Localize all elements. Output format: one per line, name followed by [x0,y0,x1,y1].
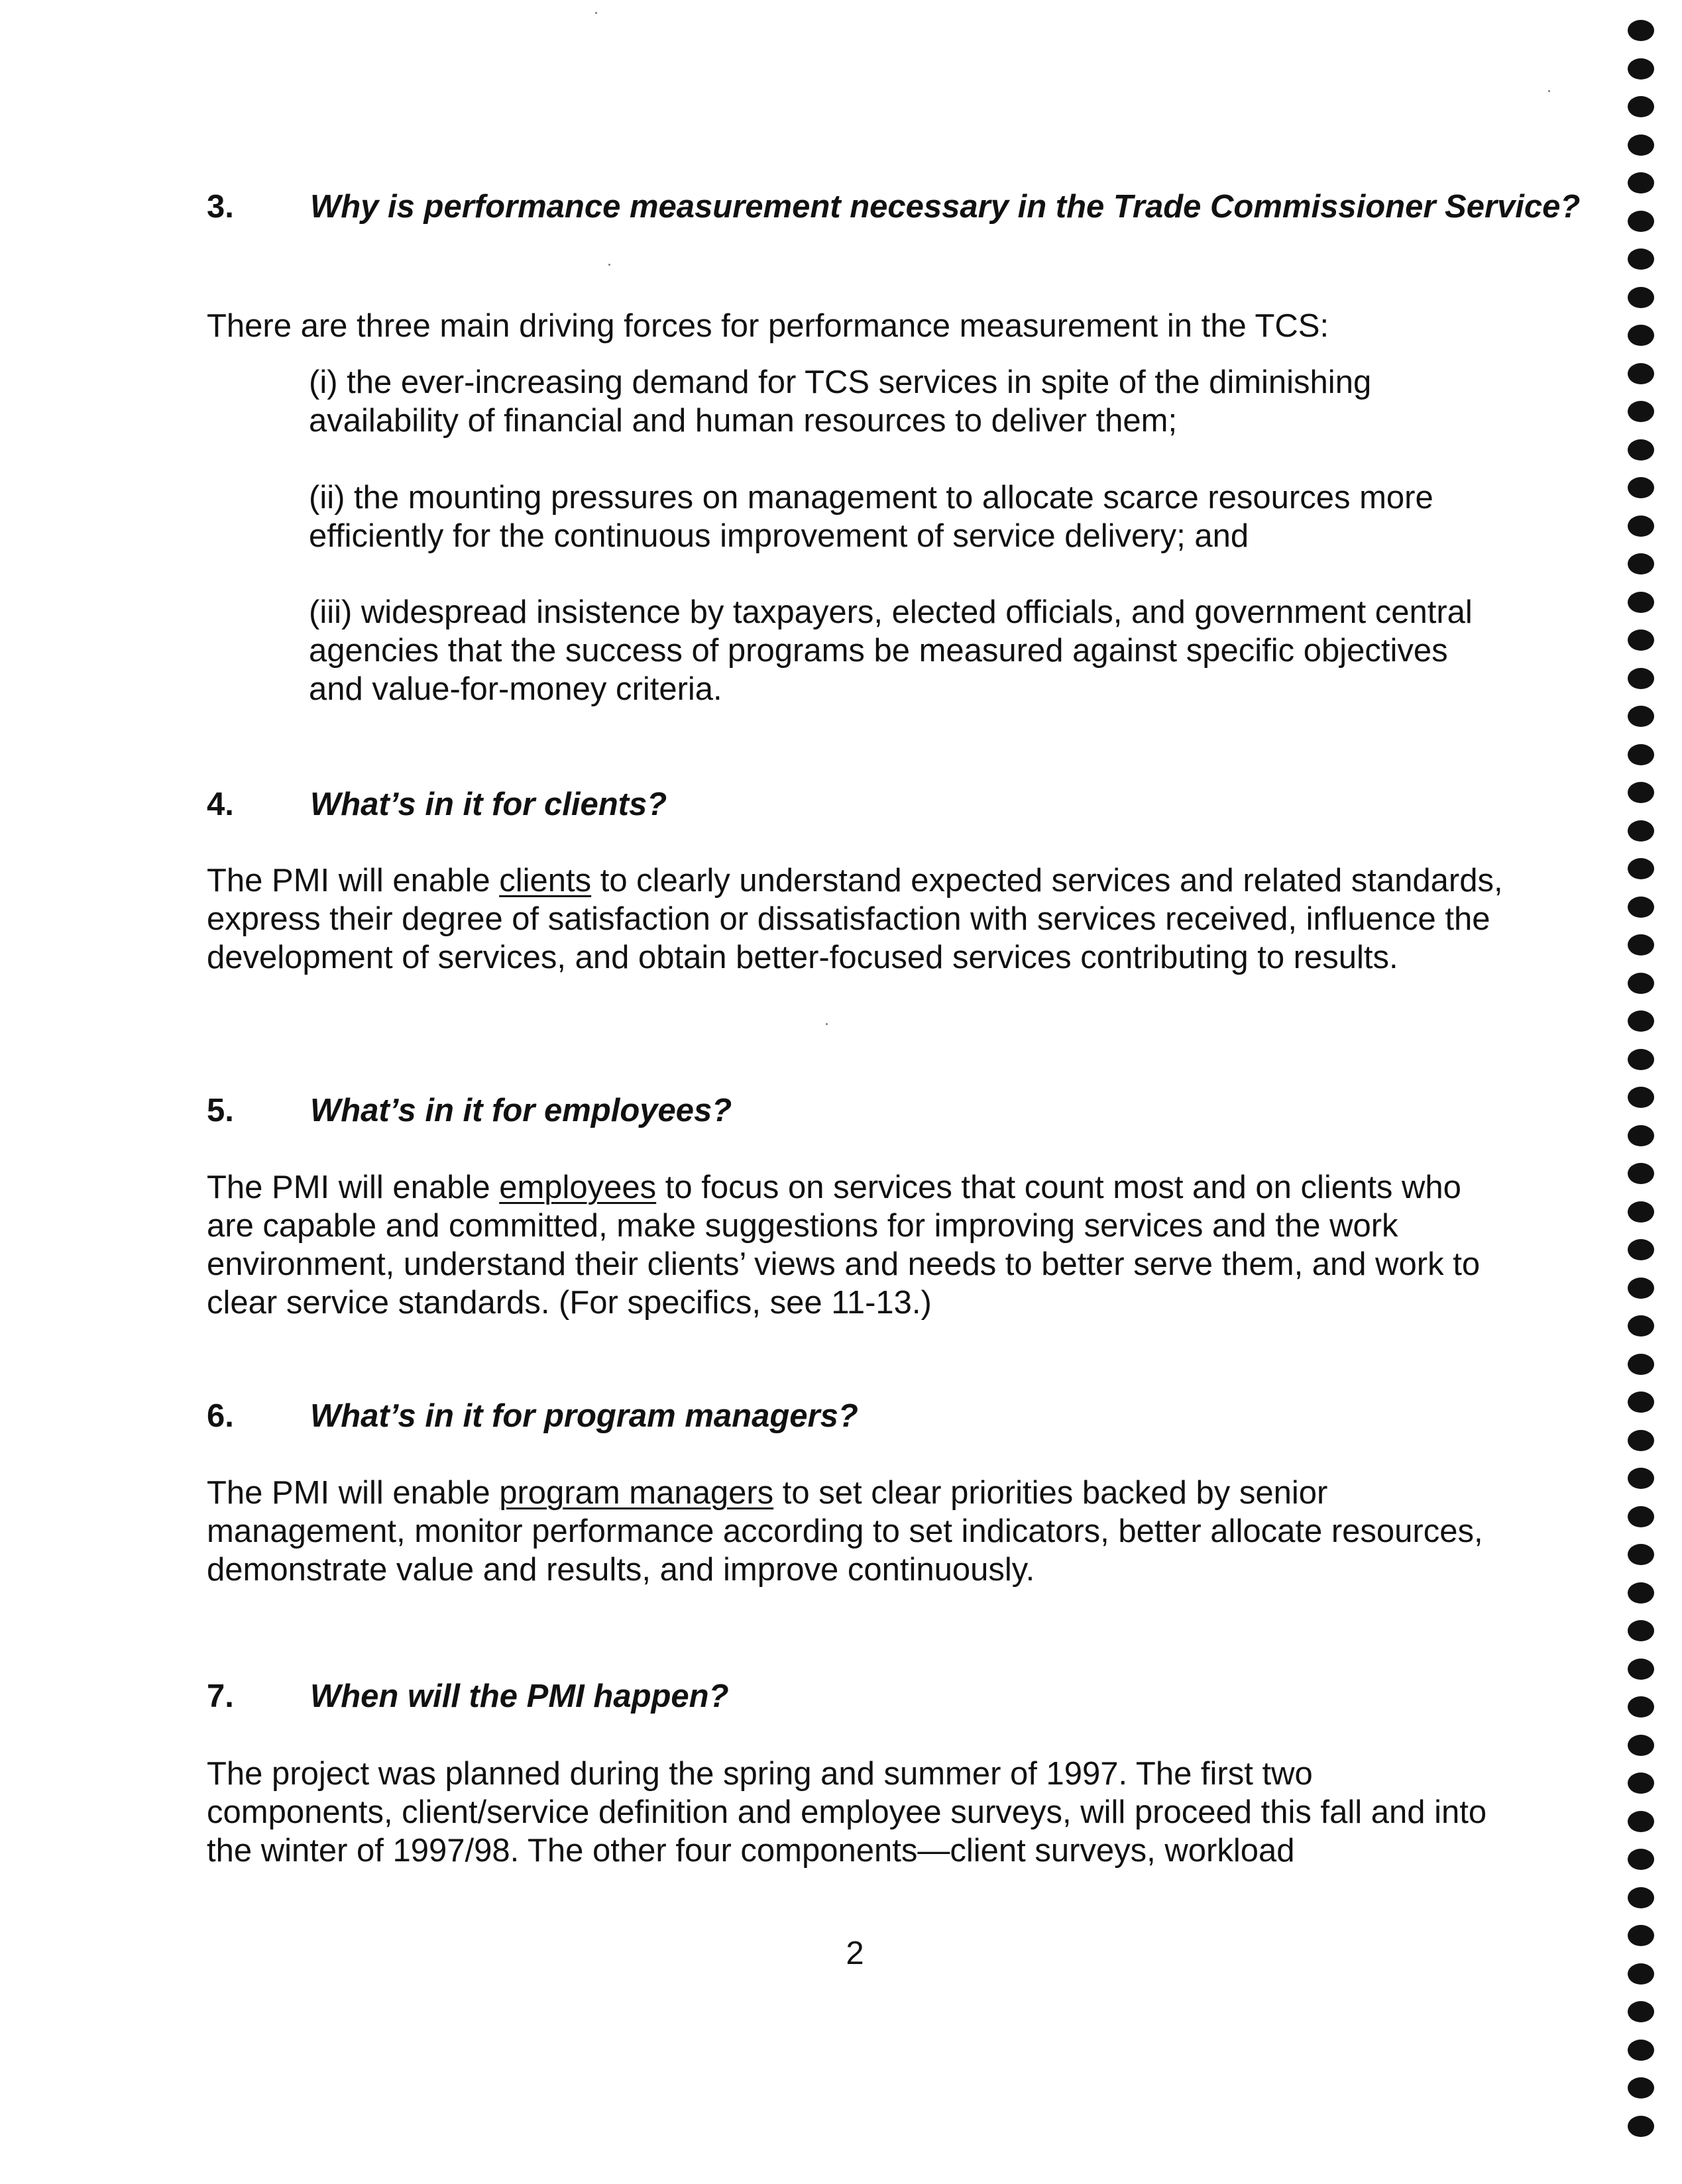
binding-hole [1628,1468,1654,1489]
binding-hole [1628,20,1654,41]
binding-hole [1628,820,1654,842]
page-number: 2 [846,1936,864,1971]
section-3-intro: There are three main driving forces for performance measurement in the TCS: [207,308,1329,344]
section-question: Why is performance measurement necessary in the Trade Commissioner Service? [310,189,1581,225]
binding-hole [1628,211,1654,232]
binding-hole [1628,1087,1654,1108]
binding-hole [1628,2077,1654,2099]
underlined-term: employees [499,1170,657,1205]
binding-hole [1628,135,1654,156]
section-3-item-1: (i) the ever-increasing demand for TCS services in spite of the diminishing availability of financial and human resources to deliver them; [309,364,1372,439]
binding-hole [1628,172,1654,193]
binding-hole [1628,1811,1654,1832]
binding-hole [1628,782,1654,803]
binding-hole [1628,401,1654,422]
section-number: 3. [207,189,234,225]
binding-hole [1628,248,1654,270]
binding-hole [1628,1887,1654,1908]
binding-hole [1628,1963,1654,1985]
scan-speck [608,264,610,266]
binding-hole [1628,1354,1654,1375]
section-4-body [207,861,1506,977]
underlined-term: program managers [499,1475,774,1511]
binding-hole [1628,1430,1654,1451]
scan-speck [826,1023,828,1025]
binding-hole [1628,1201,1654,1223]
section-3-item-2: (ii) the mounting pressures on management to allocate scarce resources more efficiently for the continuous improvement of service delivery; and [309,480,1433,554]
binding-hole [1628,1049,1654,1070]
binding-hole [1628,1125,1654,1146]
binding-hole [1628,897,1654,918]
binding-hole [1628,1849,1654,1870]
section-number: 7. [207,1678,234,1714]
binding-hole [1628,1659,1654,1680]
binding-hole [1628,744,1654,765]
binding-hole [1628,2116,1654,2137]
binding-hole [1628,2040,1654,2061]
binding-hole [1628,58,1654,80]
binding-hole [1628,1278,1654,1299]
binding-hole [1628,668,1654,689]
binding-hole [1628,553,1654,574]
binding-hole [1628,934,1654,956]
binding-hole [1628,1735,1654,1756]
section-3-item-3: (iii) widespread insistence by taxpayers, elected officials, and government central agencies that the success of programs be measured against specific objectives and value-for-money criteria. [309,594,1473,707]
binding-hole [1628,1392,1654,1413]
binding-hole [1628,629,1654,651]
binding-hole [1628,1582,1654,1604]
binding-hole [1628,1506,1654,1527]
body-text: The PMI will enable [207,1170,500,1205]
binding-hole [1628,477,1654,498]
section-number: 4. [207,787,234,822]
binding-hole [1628,96,1654,117]
section-7-body: The project was planned during the spring and summer of 1997. The first two components, client/service definition and employee surveys, will proceed this fall and into the winter of 1997/98. The other four components—client surveys, workload [207,1756,1487,1869]
section-question: What’s in it for program managers? [310,1398,858,1434]
spiral-binding [1622,20,1662,2184]
section-6-body [207,1474,1506,1589]
binding-hole [1628,706,1654,727]
body-text: The PMI will enable [207,1475,500,1511]
binding-hole [1628,1315,1654,1337]
binding-hole [1628,1544,1654,1565]
section-number: 6. [207,1398,234,1434]
binding-hole [1628,1010,1654,1032]
binding-hole [1628,858,1654,879]
section-question: What’s in it for employees? [310,1093,732,1128]
body-text: to focus on services that count most and on clients who are capable and committed, make suggestions for improving services and the work environment, understand their clients’ views and needs to better serve them, and work to clear service standards. (For specifics, see 11-13.) [207,1170,1481,1321]
binding-hole [1628,325,1654,346]
body-text: The PMI will enable [207,863,500,899]
binding-hole [1628,1696,1654,1718]
binding-hole [1628,1239,1654,1260]
section-question: When will the PMI happen? [310,1678,729,1714]
section-5-body [207,1168,1506,1322]
binding-hole [1628,973,1654,994]
scan-speck [595,12,597,14]
binding-hole [1628,439,1654,461]
binding-hole [1628,1620,1654,1641]
body-text: to set clear priorities backed by senior management, monitor performance according to set indicators, better allocate resources, demonstrate value and results, and improve continuously. [207,1475,1483,1588]
body-text: to clearly understand expected services and related standards, express their degree of satisfaction or dissatisfaction with services received, influence the development of services, and obtain better-focused services contributing to results. [207,863,1503,975]
binding-hole [1628,1163,1654,1184]
binding-hole [1628,516,1654,537]
binding-hole [1628,592,1654,613]
scan-speck [1548,90,1550,92]
binding-hole [1628,1925,1654,1946]
binding-hole [1628,1773,1654,1794]
section-number: 5. [207,1093,234,1128]
binding-hole [1628,2001,1654,2022]
underlined-term: clients [499,863,592,899]
binding-hole [1628,287,1654,308]
binding-hole [1628,363,1654,384]
section-question: What’s in it for clients? [310,787,667,822]
